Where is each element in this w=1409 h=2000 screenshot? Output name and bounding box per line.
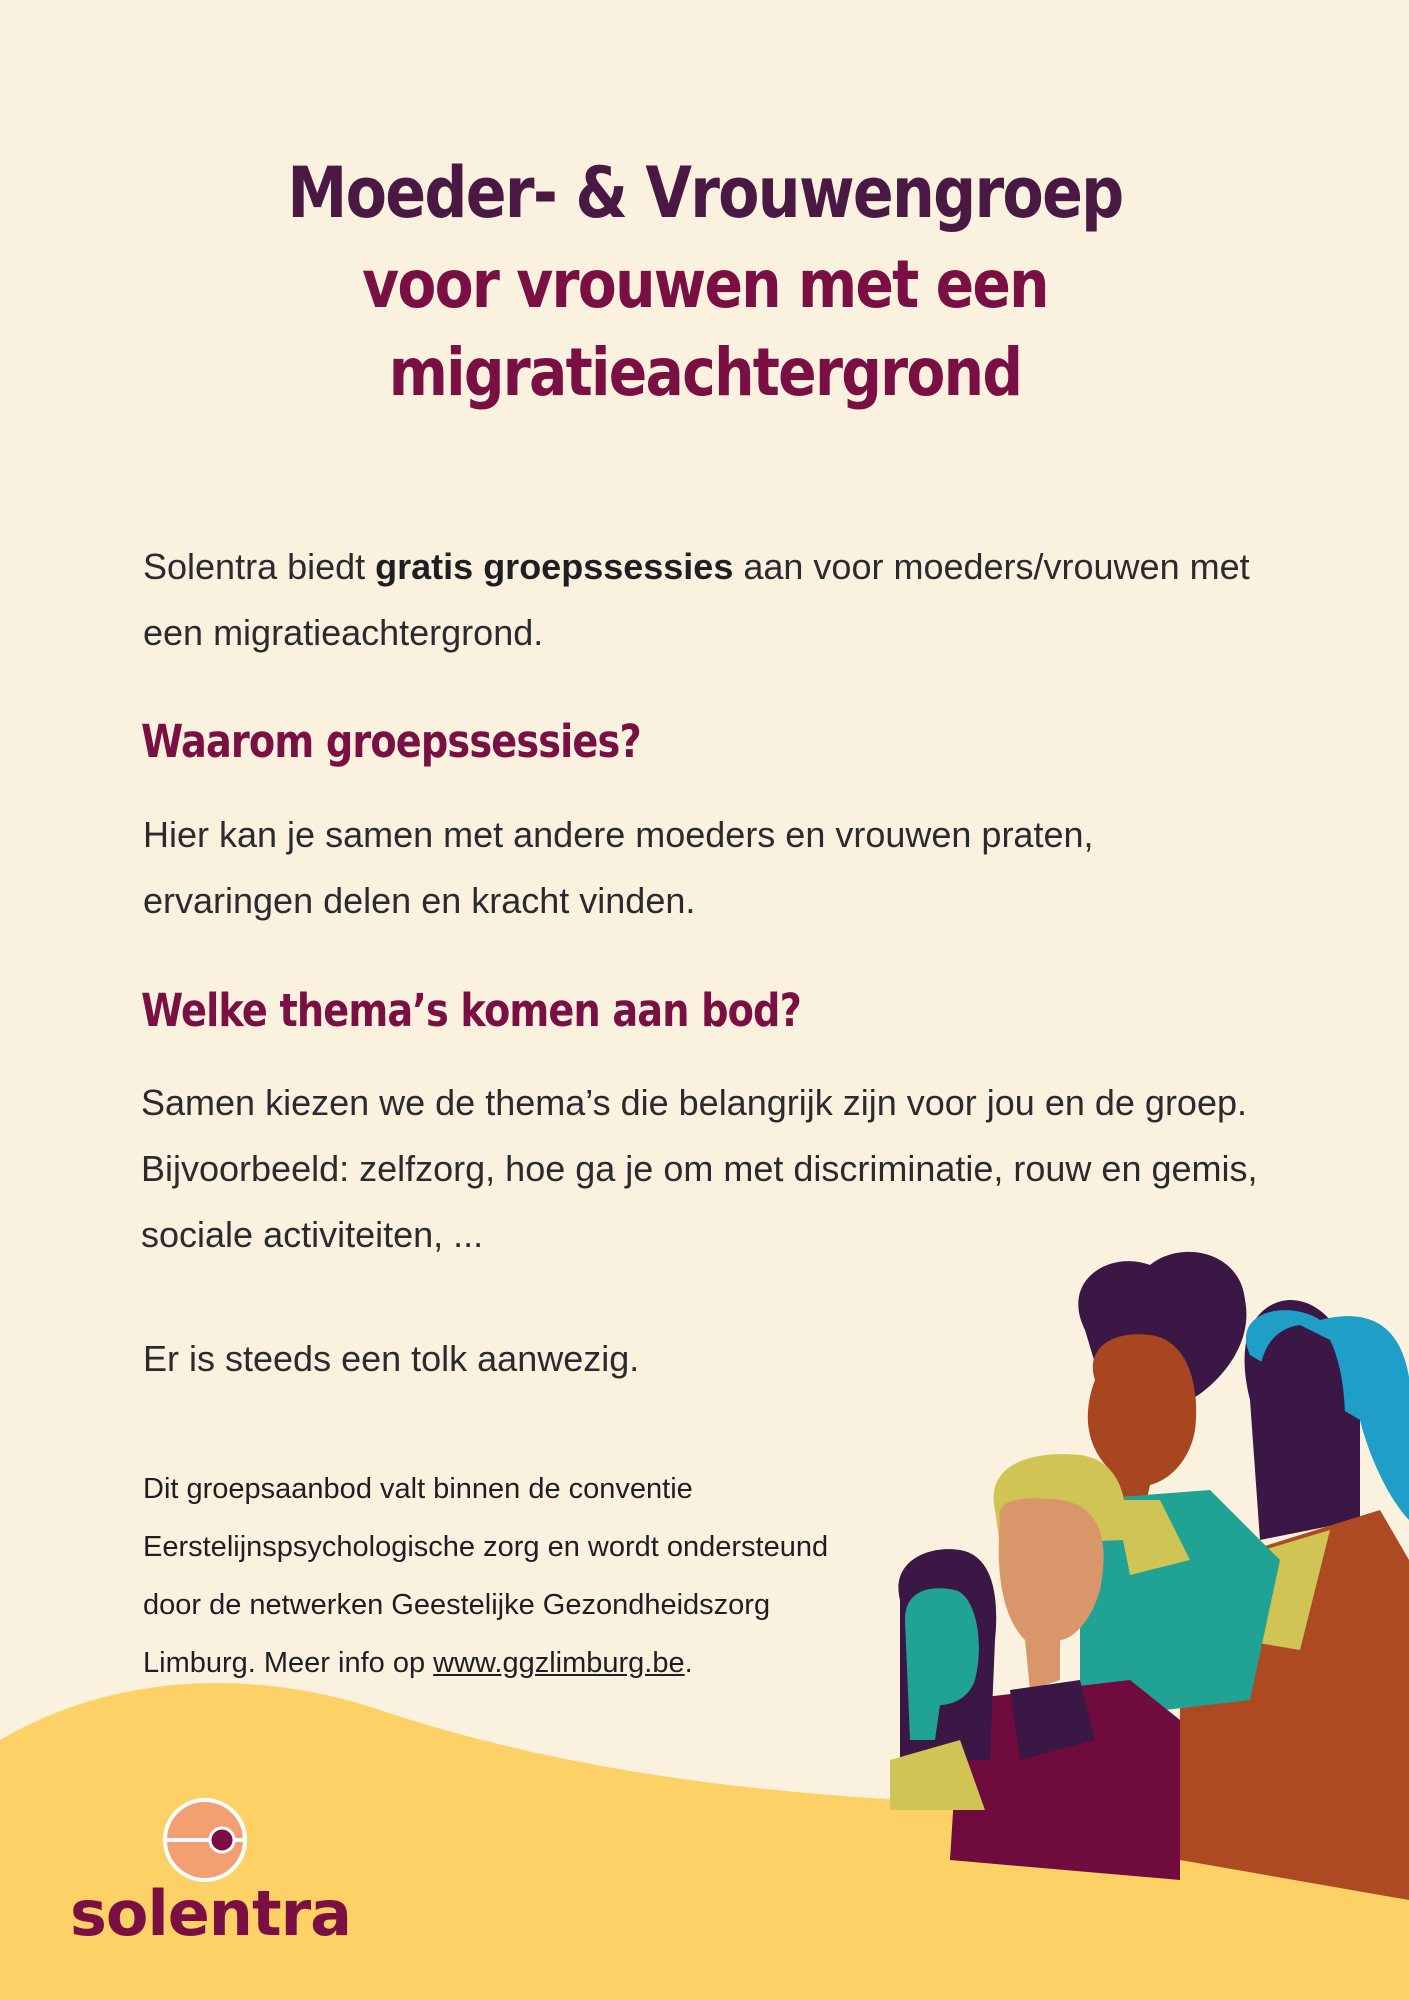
intro-paragraph: [143, 534, 1273, 666]
intro-text-end: aan voor moeders/vrouwen met een migratieachtergrond.: [143, 546, 1250, 653]
main-title: Moeder- & Vrouwengroep: [287, 152, 1123, 234]
why-paragraph: Hier kan je samen met andere moeders en vrouwen praten, ervaringen delen en kracht vinden.: [143, 814, 1094, 921]
intro-bold-text: gratis groepssessies: [375, 546, 734, 587]
subtitle-line-2: migratieachtergrond: [388, 334, 1022, 411]
subtitle-line-1: voor vrouwen met een: [362, 246, 1048, 323]
themes-paragraph: Samen kiezen we de thema’s die belangrijk zijn voor jou en de groep. Bijvoorbeeld: zelfzorg, hoe ga je om met discriminatie, rouw en gemis, sociale activiteiten, ...: [141, 1082, 1258, 1255]
footer-note: [143, 1460, 843, 1692]
footer-note-end: .: [684, 1647, 693, 1679]
solentra-logo-word: solentra: [70, 1877, 351, 1950]
heading-why: Waarom groepssessies?: [141, 715, 641, 768]
footer-note-text: Dit groepsaanbod valt binnen de conventie Eerstelijnspsychologische zorg en wordt ondersteund door de netwerken Geestelijke Gezondheidszorg Limburg. Meer info op: [143, 1473, 829, 1679]
interpreter-note: Er is steeds een tolk aanwezig.: [143, 1338, 640, 1379]
title-block: [100, 145, 1310, 417]
ggz-limburg-link[interactable]: www.ggzlimburg.be: [433, 1647, 685, 1679]
intro-text-start: Solentra biedt: [143, 546, 376, 587]
heading-themes: Welke thema’s komen aan bod?: [141, 984, 801, 1037]
solentra-logo-mark: [165, 1800, 245, 1880]
